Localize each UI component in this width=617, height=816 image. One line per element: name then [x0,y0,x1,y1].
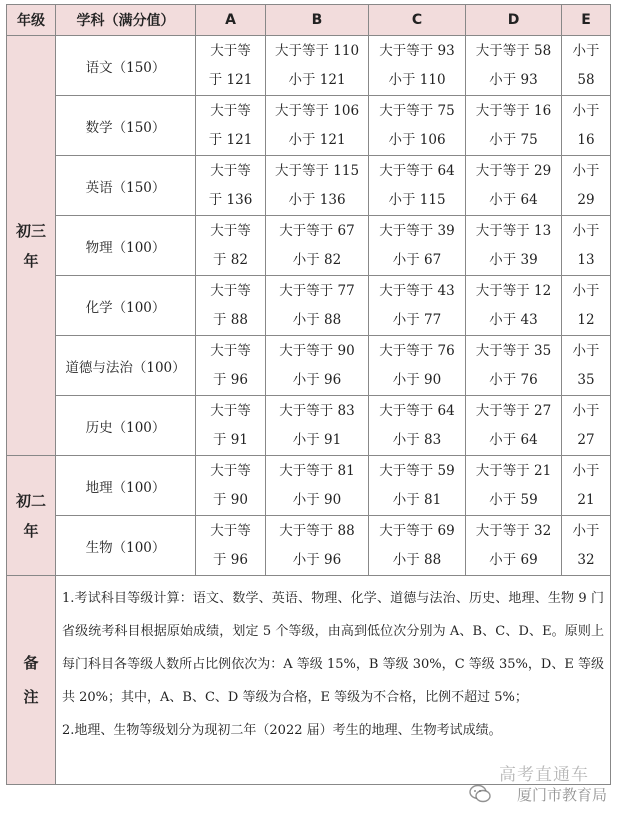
note-paragraph-2: 2.地理、生物等级划分为现初二年（2022 届）考生的地理、生物考试成绩。 [62,723,502,738]
cell-line: 大于等于 83 [279,402,355,419]
watermark-source: 厦门市教育局 [516,786,607,804]
subject-cell: 英语（150） [56,156,196,216]
cell-line: 29 [577,191,595,208]
header-subject: 学科（满分值） [56,5,196,36]
level-c-cell [369,96,466,156]
header-row [7,5,611,36]
cell-line: 大于等于 115 [274,162,360,179]
level-b-cell [266,396,369,456]
cell-line: 于 90 [213,491,248,508]
cell-line: 于 82 [213,251,248,268]
cell-line: 小于 [572,102,600,119]
level-b-cell [266,36,369,96]
cell-line: 大于等 [210,222,251,239]
cell-line: 大于等于 29 [475,162,552,179]
cell-line: 大于等于 64 [379,162,455,179]
cell-line: 小于 136 [288,191,346,208]
cell-line: 小于 64 [489,431,538,448]
table-row [7,396,611,456]
level-b-cell [266,96,369,156]
cell-line: 大于等于 12 [475,282,552,299]
cell-line: 21 [577,491,595,508]
level-d-cell [466,336,562,396]
subject-cell: 道德与法治（100） [56,336,196,396]
table-row [7,156,611,216]
level-c-cell [369,396,466,456]
cell-line: 于 91 [213,431,248,448]
cell-line: 小于 76 [489,371,538,388]
cell-line: 大于等 [210,162,251,179]
notes-label [7,576,56,785]
header-grade: 年级 [7,5,56,36]
cell-line: 大于等 [210,102,251,119]
cell-line: 小于 83 [392,431,442,448]
cell-line: 小于 82 [292,251,342,268]
level-d-cell [466,216,562,276]
cell-line: 大于等 [210,522,251,539]
cell-line: 小于 106 [388,131,446,148]
cell-line: 小于 91 [292,431,342,448]
cell-line: 大于等于 43 [379,282,455,299]
cell-line: 大于等于 77 [279,282,355,299]
level-a-cell [196,456,266,516]
table-body [7,36,611,785]
header-level-e: E [562,5,611,36]
header-level-a: A [196,5,266,36]
level-d-cell [466,96,562,156]
subject-cell: 物理（100） [56,216,196,276]
wechat-icon [469,784,491,804]
level-b-cell [266,456,369,516]
level-d-cell [466,156,562,216]
level-e-cell [562,96,611,156]
cell-line: 小于 88 [292,311,342,328]
cell-line: 小于 88 [392,551,442,568]
grade-group-line: 初二 [15,491,46,510]
table-row [7,276,611,336]
level-e-cell [562,396,611,456]
level-d-cell [466,276,562,336]
cell-line: 小于 [572,162,600,179]
cell-line: 小于 121 [288,71,346,88]
level-a-cell [196,336,266,396]
cell-line: 小于 43 [489,311,538,328]
table-row [7,216,611,276]
notes-row [7,576,611,785]
cell-line: 大于等 [210,42,251,59]
cell-line: 小于 96 [292,371,342,388]
level-c-cell [369,216,466,276]
grade-group-line: 年 [23,521,39,540]
level-c-cell [369,36,466,96]
level-a-cell [196,516,266,576]
cell-line: 16 [577,131,595,148]
level-c-cell [369,156,466,216]
cell-line: 小于 [572,402,600,419]
cell-line: 小于 67 [392,251,442,268]
cell-line: 大于等于 90 [279,342,355,359]
note-paragraph-1: 1.考试科目等级计算：语文、数学、英语、物理、化学、道德与法治、历史、地理、生物 9 门省级统考科目根据原始成绩，划定 5 个等级，由高到低位次分别为 A、B、C、D、E。原则上每门科目各等级人数所占比例依次为：A 等级 15%，B 等级 30%，C 等级 35%，D、E 等级共 20%；其中，A、B、C、D 等级为合格，E 等级为不合格，比例不超过 5%； [62,591,604,705]
level-b-cell [266,516,369,576]
cell-line: 大于等于 88 [279,522,355,539]
cell-line: 大于等于 16 [475,102,552,119]
level-e-cell [562,276,611,336]
subject-cell: 生物（100） [56,516,196,576]
cell-line: 大于等 [210,462,251,479]
cell-line: 小于 [572,282,600,299]
cell-line: 大于等于 69 [379,522,455,539]
cell-line: 大于等于 58 [475,42,552,59]
cell-line: 大于等 [210,342,251,359]
cell-line: 小于 64 [489,191,538,208]
cell-line: 小于 39 [489,251,538,268]
cell-line: 于 96 [213,551,248,568]
cell-line: 大于等于 13 [475,222,552,239]
cell-line: 小于 96 [292,551,342,568]
level-d-cell [466,456,562,516]
level-b-cell [266,156,369,216]
cell-line: 大于等于 67 [279,222,355,239]
cell-line: 小于 [572,522,600,539]
grade-group-label [7,456,56,576]
grade-group-label [7,36,56,456]
level-e-cell [562,36,611,96]
level-c-cell [369,276,466,336]
cell-line: 于 136 [208,191,253,208]
level-c-cell [369,456,466,516]
level-d-cell [466,36,562,96]
cell-line: 大于等于 76 [379,342,455,359]
level-a-cell [196,216,266,276]
level-e-cell [562,336,611,396]
level-d-cell [466,516,562,576]
cell-line: 35 [577,371,595,388]
table-row [7,96,611,156]
level-e-cell [562,156,611,216]
cell-line: 小于 115 [388,191,446,208]
level-d-cell [466,396,562,456]
cell-line: 小于 110 [388,71,446,88]
cell-line: 于 121 [208,71,253,88]
table-row [7,36,611,96]
level-a-cell [196,96,266,156]
cell-line: 于 121 [208,131,253,148]
cell-line: 32 [577,551,595,568]
cell-line: 小于 [572,222,600,239]
cell-line: 大于等于 81 [279,462,355,479]
table-row [7,456,611,516]
cell-line: 小于 [572,342,600,359]
cell-line: 小于 90 [292,491,342,508]
cell-line: 大于等 [210,282,251,299]
table-row [7,516,611,576]
header-level-b: B [266,5,369,36]
subject-cell: 数学（150） [56,96,196,156]
cell-line: 大于等于 32 [475,522,552,539]
cell-line: 小于 [572,42,600,59]
cell-line: 13 [577,251,595,268]
cell-line: 大于等于 106 [274,102,360,119]
cell-line: 27 [577,431,595,448]
cell-line: 58 [577,71,595,88]
grade-table [6,4,611,785]
cell-line: 小于 93 [489,71,538,88]
cell-line: 小于 90 [392,371,442,388]
subject-cell: 化学（100） [56,276,196,336]
level-e-cell [562,216,611,276]
level-a-cell [196,156,266,216]
level-b-cell [266,216,369,276]
level-b-cell [266,336,369,396]
header-level-d: D [466,5,562,36]
notes-label-line: 注 [23,688,39,706]
level-a-cell [196,276,266,336]
subject-cell: 地理（100） [56,456,196,516]
subject-cell: 历史（100） [56,396,196,456]
cell-line: 大于等于 59 [379,462,455,479]
cell-line: 小于 69 [489,551,538,568]
header-level-c: C [369,5,466,36]
cell-line: 大于等于 39 [379,222,455,239]
cell-line: 大于等于 93 [379,42,455,59]
subject-cell: 语文（150） [56,36,196,96]
cell-line: 大于等于 35 [475,342,552,359]
cell-line: 大于等于 21 [475,462,552,479]
cell-line: 大于等于 64 [379,402,455,419]
level-e-cell [562,456,611,516]
level-a-cell [196,396,266,456]
grade-group-line: 年 [23,251,39,270]
cell-line: 小于 77 [392,311,442,328]
level-b-cell [266,276,369,336]
cell-line: 大于等于 75 [379,102,455,119]
table-row [7,336,611,396]
cell-line: 12 [577,311,595,328]
notes-label-line: 备 [23,654,39,672]
grade-group-line: 初三 [15,221,46,240]
cell-line: 于 96 [213,371,248,388]
watermark-channel: 高考直通车 [499,765,589,785]
cell-line: 大于等于 110 [274,42,360,59]
level-a-cell [196,36,266,96]
level-e-cell [562,516,611,576]
cell-line: 小于 121 [288,131,346,148]
cell-line: 小于 75 [489,131,538,148]
cell-line: 小于 81 [392,491,442,508]
level-c-cell [369,516,466,576]
watermark [457,760,607,810]
cell-line: 小于 59 [489,491,538,508]
cell-line: 于 88 [213,311,248,328]
cell-line: 大于等 [210,402,251,419]
cell-line: 大于等于 27 [475,402,552,419]
level-c-cell [369,336,466,396]
notes-content [56,576,611,785]
cell-line: 小于 [572,462,600,479]
